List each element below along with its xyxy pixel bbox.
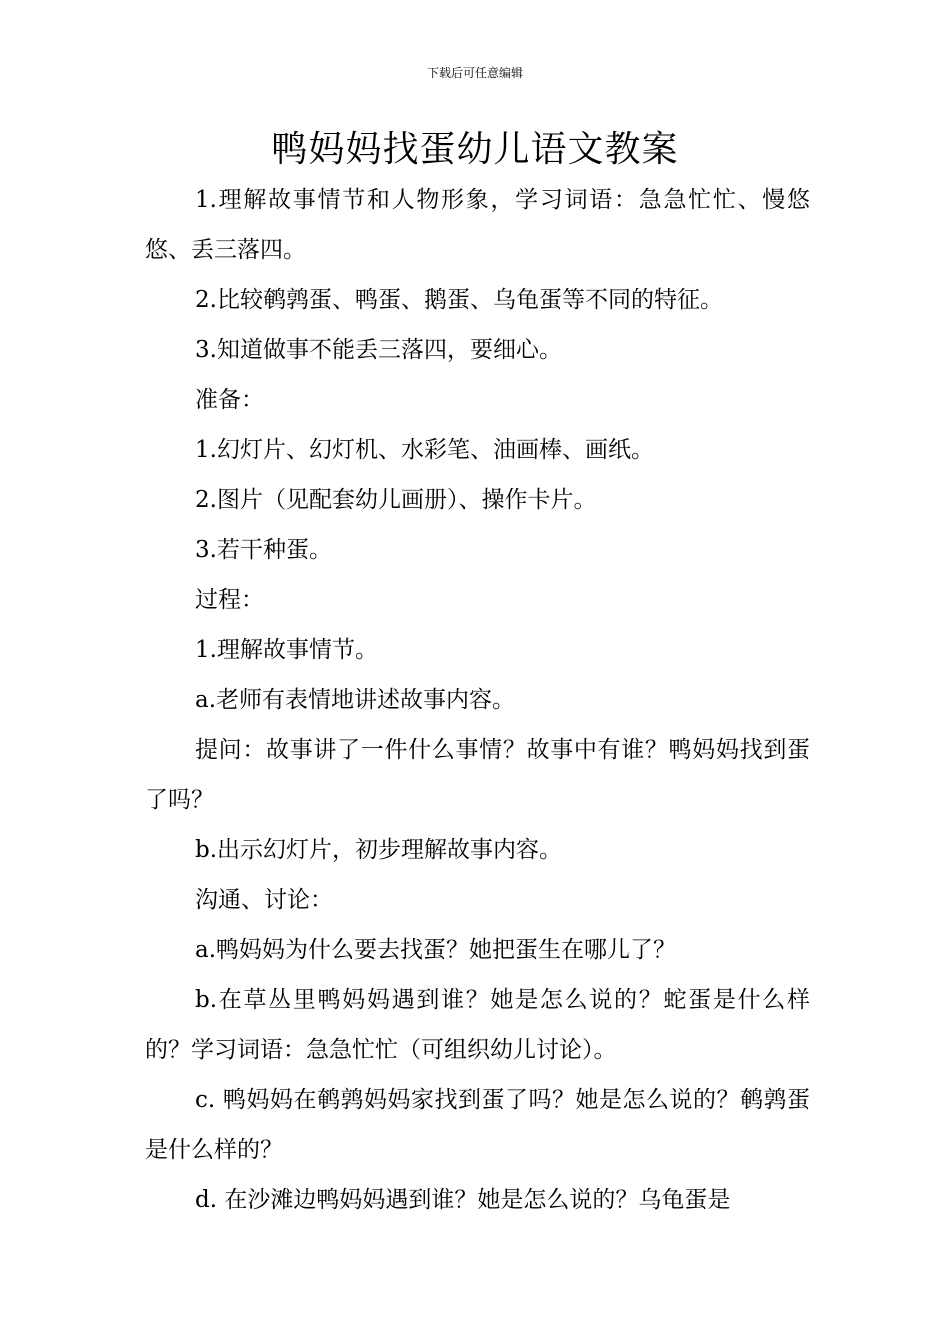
paragraph: 1.幻灯片、幻灯机、水彩笔、油画棒、画纸。 — [195, 437, 654, 463]
document-body — [145, 175, 810, 1225]
page-header-note: 下载后可任意编辑 — [426, 66, 523, 80]
paragraph: 2.比较鹌鹑蛋、鸭蛋、鹅蛋、乌龟蛋等不同的特征。 — [195, 287, 723, 313]
paragraph: b.在草丛里鸭妈妈遇到谁？她是怎么说的？蛇蛋是什么样的？学习词语：急急忙忙（可组织幼儿讨论）。 — [145, 987, 810, 1063]
paragraph: 1.理解故事情节和人物形象，学习词语：急急忙忙、慢悠悠、丢三落四。 — [145, 187, 810, 263]
paragraph: c. 鸭妈妈在鹌鹑妈妈家找到蛋了吗？她是怎么说的？鹌鹑蛋是什么样的？ — [145, 1087, 810, 1163]
paragraph: 提问：故事讲了一件什么事情？故事中有谁？鸭妈妈找到蛋了吗？ — [145, 737, 810, 813]
paragraph: 1.理解故事情节。 — [195, 637, 378, 663]
paragraph: a.鸭妈妈为什么要去找蛋？她把蛋生在哪儿了？ — [195, 937, 677, 963]
paragraph: d. 在沙滩边鸭妈妈遇到谁？她是怎么说的？乌龟蛋是 — [195, 1187, 731, 1213]
paragraph: 2.图片（见配套幼儿画册）、操作卡片。 — [195, 487, 597, 513]
section-heading: 过程： — [195, 587, 264, 613]
document-title: 鸭妈妈找蛋幼儿语文教案 — [271, 129, 679, 170]
section-heading: 准备： — [195, 387, 264, 413]
paragraph: b.出示幻灯片，初步理解故事内容。 — [195, 837, 563, 863]
section-heading: 沟通、讨论： — [195, 887, 333, 913]
paragraph: 3.知道做事不能丢三落四，要细心。 — [195, 337, 562, 363]
paragraph: 3.若干种蛋。 — [195, 537, 332, 563]
paragraph: a.老师有表情地讲述故事内容。 — [195, 687, 516, 713]
